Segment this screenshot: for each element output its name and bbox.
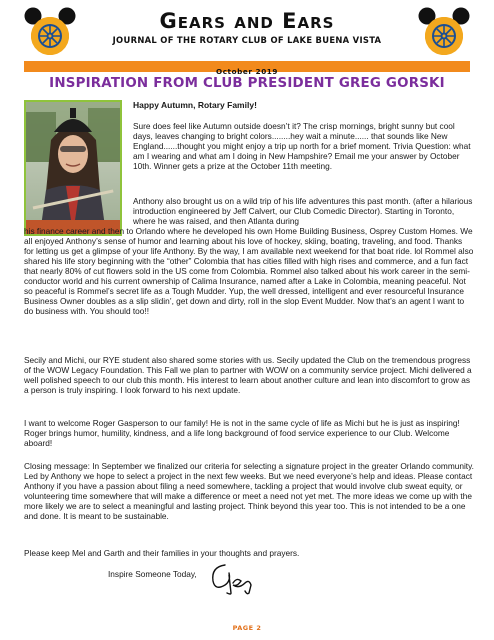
greeting-text: Happy Autumn, Rotary Family!	[133, 100, 257, 110]
paragraph-text: Secily and Michi, our RYE student also shared some stories with us. Secily updated the Club on the tremendous progress of the WOW Legacy Foundation. This Fall we plan to partner with WOW on a community service project. Michi delivered a well polished speech to our club this month. His interest to learn about another culture and lean into discomfort to grow as a person is truly inspiring. I look forward to his next update.	[24, 355, 472, 395]
paragraph-text: Anthony also brought us on a wild trip of his life adventures this past month. (after a hilarious introduction engineered by Jeff Calvert, our Club Comedic Director). Starting in Toronto, where he was raised, and then Atlanta during	[133, 196, 473, 226]
article-headline: INSPIRATION FROM CLUB PRESIDENT GREG GORSKI	[49, 76, 445, 91]
paragraph-closing	[24, 461, 474, 521]
greeting	[133, 100, 473, 110]
paragraph-prayers	[24, 548, 474, 558]
paragraph-autumn	[133, 121, 473, 171]
signoff: Inspire Someone Today,	[108, 569, 197, 579]
paragraph-text: Please keep Mel and Garth and their families in your thoughts and prayers.	[24, 548, 300, 558]
paragraph-roger	[24, 418, 474, 448]
paragraph-text: Closing message: In September we finalized our criteria for selecting a signature project in the greater Orlando community. Led by Anthony we hope to select a project in the next few weeks. But we need everyone’s help and ideas. Please contact Anthony if you have a passion about filing a need somewhere, tackling a project that would involve club sweat equity, or volunteering time somewhere that will make a difference or meet a need not yet met. The more ideas we come up with the more likely we are to select a meaningful and lasting project. Think beyond this year too. This is not intended to be a one and done. It is meant to be sustainable.	[24, 461, 474, 521]
newsletter-title: Gears and Ears	[159, 9, 335, 33]
newsletter-subtitle: JOURNAL OF THE ROTARY CLUB OF LAKE BUENA VISTA	[112, 35, 382, 45]
paragraph-anthony-rommel	[24, 226, 474, 316]
issue-month: October 2019	[215, 67, 278, 76]
masthead	[0, 8, 494, 45]
page-number: PAGE 2	[232, 624, 262, 632]
presidents-photo	[24, 100, 122, 236]
paragraph-text: his finance career and then to Orlando where he developed his own Home Building Business, Osprey Custom Homes. We all enjoyed Anthony’s sense of humor and learning about his love of hockey, skiing, boating, traveling, and food. Thanks for letting us get a glimpse of your life Anthony. By the way, I am available next weekend for that boat ride. lol Rommel also shared his life story beginning with the “other” Colombia that has cities filled with high rises and commerce, and a fun fact that nearly 80% of cut flowers sold in the US come from Colombia. Rommel also talked about his work career in the semi-conductor world and his current ownership of Calima Insurance, named after a Lake in Colombia, meaning peaceful. Not so peaceful is Rommel’s secret life as a Tough Mudder. Yup, the well dressed, intelligent and ever resourceful Insurance Business Owner doubles as a slip slidin’, get down and dirty, roll in the slop Event Mudder. Now that’s an agent I want to do business with. You should too!!	[24, 226, 474, 316]
paragraph-text: I want to welcome Roger Gasperson to our family! He is not in the same cycle of life as Michi but he is just as inspiring! Roger brings humor, humility, kindness, and a life long background of food service experience to our Club. Welcome aboard!	[24, 418, 460, 448]
paragraph-anthony-intro	[133, 196, 473, 226]
paragraph-text: Sure does feel like Autumn outside doesn’t it? The crisp mornings, bright sunny but cool days, leaves changing to bright colors........hey wait a minute...... that sounds like New England......thought you might enjoy a trip up north for a brief moment. Trivia Question: what am I wearing and what am I doing in New Hampshire? Email me your answer by October 10th. Winner gets a prize at the October 11th meeting.	[133, 121, 471, 171]
presidents-photo-icon	[26, 102, 120, 234]
signature-mark-icon	[203, 559, 263, 595]
paragraph-secily-michi	[24, 355, 474, 395]
issue-month-bar	[24, 61, 470, 76]
